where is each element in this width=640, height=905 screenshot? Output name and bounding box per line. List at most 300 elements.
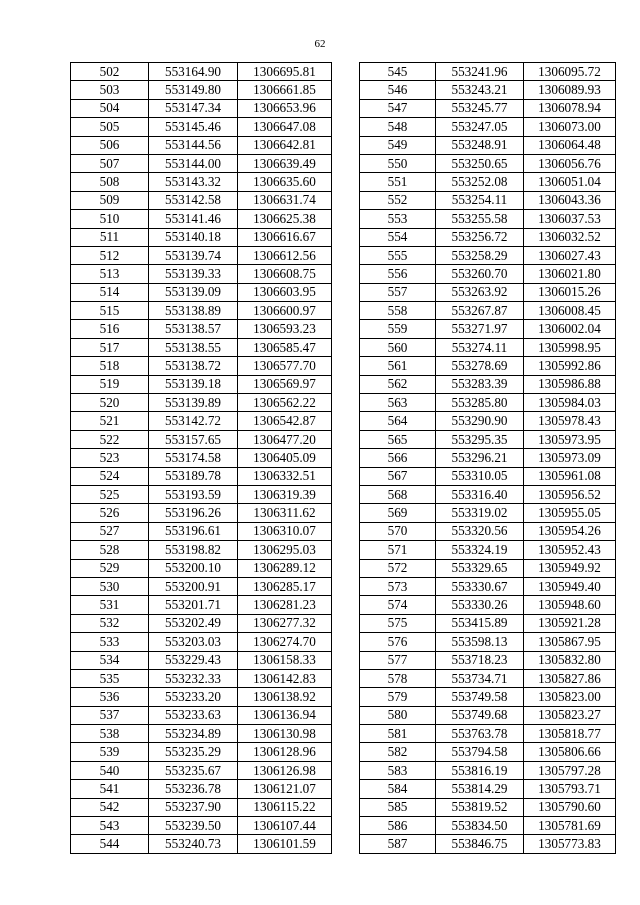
point-number-cell: 559 (360, 320, 436, 338)
x-coordinate-cell: 553718.23 (436, 651, 524, 669)
y-coordinate-cell: 1306639.49 (238, 154, 332, 172)
x-coordinate-cell: 553229.43 (149, 651, 238, 669)
table-row (71, 63, 332, 81)
point-number-cell: 542 (71, 798, 149, 816)
point-number-cell: 536 (71, 688, 149, 706)
table-row (360, 522, 616, 540)
table-row (71, 449, 332, 467)
x-coordinate-cell: 553157.65 (149, 430, 238, 448)
x-coordinate-cell: 553142.72 (149, 412, 238, 430)
table-row (360, 228, 616, 246)
point-number-cell: 585 (360, 798, 436, 816)
y-coordinate-cell: 1306603.95 (238, 283, 332, 301)
y-coordinate-cell: 1306056.76 (524, 154, 616, 172)
point-number-cell: 552 (360, 191, 436, 209)
point-number-cell: 581 (360, 725, 436, 743)
table-row (71, 504, 332, 522)
y-coordinate-cell: 1306064.48 (524, 136, 616, 154)
point-number-cell: 558 (360, 302, 436, 320)
y-coordinate-cell: 1306142.83 (238, 669, 332, 687)
table-row (71, 633, 332, 651)
y-coordinate-cell: 1305867.95 (524, 633, 616, 651)
y-coordinate-cell: 1305773.83 (524, 835, 616, 853)
y-coordinate-cell: 1306319.39 (238, 485, 332, 503)
point-number-cell: 517 (71, 338, 149, 356)
point-number-cell: 539 (71, 743, 149, 761)
table-row (360, 265, 616, 283)
point-number-cell: 577 (360, 651, 436, 669)
y-coordinate-cell: 1306585.47 (238, 338, 332, 356)
table-row (71, 577, 332, 595)
table-row (71, 228, 332, 246)
x-coordinate-cell: 553139.89 (149, 394, 238, 412)
y-coordinate-cell: 1305793.71 (524, 780, 616, 798)
y-coordinate-cell: 1306032.52 (524, 228, 616, 246)
table-row (360, 210, 616, 228)
x-coordinate-cell: 553329.65 (436, 559, 524, 577)
point-number-cell: 549 (360, 136, 436, 154)
table-row (360, 688, 616, 706)
y-coordinate-cell: 1306015.26 (524, 283, 616, 301)
table-row (360, 651, 616, 669)
y-coordinate-cell: 1306008.45 (524, 302, 616, 320)
x-coordinate-cell: 553749.58 (436, 688, 524, 706)
table-row (360, 467, 616, 485)
y-coordinate-cell: 1305978.43 (524, 412, 616, 430)
x-coordinate-cell: 553201.71 (149, 596, 238, 614)
table-row (360, 835, 616, 853)
table-row (71, 210, 332, 228)
x-coordinate-cell: 553138.57 (149, 320, 238, 338)
x-coordinate-cell: 553189.78 (149, 467, 238, 485)
x-coordinate-cell: 553330.67 (436, 577, 524, 595)
point-number-cell: 544 (71, 835, 149, 853)
y-coordinate-cell: 1306027.43 (524, 246, 616, 264)
x-coordinate-cell: 553196.61 (149, 522, 238, 540)
table-row (360, 246, 616, 264)
point-number-cell: 567 (360, 467, 436, 485)
x-coordinate-cell: 553296.21 (436, 449, 524, 467)
x-coordinate-cell: 553144.00 (149, 154, 238, 172)
table-row (360, 706, 616, 724)
table-row (71, 302, 332, 320)
x-coordinate-cell: 553139.09 (149, 283, 238, 301)
x-coordinate-cell: 553145.46 (149, 118, 238, 136)
table-row (71, 154, 332, 172)
x-coordinate-cell: 553834.50 (436, 817, 524, 835)
x-coordinate-cell: 553140.18 (149, 228, 238, 246)
x-coordinate-cell: 553241.96 (436, 63, 524, 81)
x-coordinate-cell: 553274.11 (436, 338, 524, 356)
point-number-cell: 533 (71, 633, 149, 651)
y-coordinate-cell: 1305790.60 (524, 798, 616, 816)
table-row (360, 99, 616, 117)
x-coordinate-cell: 553319.02 (436, 504, 524, 522)
y-coordinate-cell: 1305992.86 (524, 357, 616, 375)
point-number-cell: 560 (360, 338, 436, 356)
point-number-cell: 523 (71, 449, 149, 467)
table-row (71, 357, 332, 375)
point-number-cell: 512 (71, 246, 149, 264)
table-row (360, 485, 616, 503)
table-row (360, 614, 616, 632)
x-coordinate-cell: 553247.05 (436, 118, 524, 136)
point-number-cell: 580 (360, 706, 436, 724)
y-coordinate-cell: 1306158.33 (238, 651, 332, 669)
table-row (71, 467, 332, 485)
y-coordinate-cell: 1305823.27 (524, 706, 616, 724)
table-row (360, 817, 616, 835)
table-row (360, 191, 616, 209)
table-row (71, 136, 332, 154)
x-coordinate-cell: 553320.56 (436, 522, 524, 540)
x-coordinate-cell: 553239.50 (149, 817, 238, 835)
point-number-cell: 528 (71, 541, 149, 559)
point-number-cell: 562 (360, 375, 436, 393)
point-number-cell: 570 (360, 522, 436, 540)
table-row (71, 99, 332, 117)
point-number-cell: 508 (71, 173, 149, 191)
y-coordinate-cell: 1306136.94 (238, 706, 332, 724)
point-number-cell: 527 (71, 522, 149, 540)
table-row (71, 706, 332, 724)
x-coordinate-cell: 553139.74 (149, 246, 238, 264)
point-number-cell: 573 (360, 577, 436, 595)
point-number-cell: 514 (71, 283, 149, 301)
y-coordinate-cell: 1306635.60 (238, 173, 332, 191)
y-coordinate-cell: 1306332.51 (238, 467, 332, 485)
table-row (71, 81, 332, 99)
x-coordinate-cell: 553234.89 (149, 725, 238, 743)
table-row (71, 651, 332, 669)
y-coordinate-cell: 1306642.81 (238, 136, 332, 154)
point-number-cell: 524 (71, 467, 149, 485)
point-number-cell: 518 (71, 357, 149, 375)
point-number-cell: 506 (71, 136, 149, 154)
y-coordinate-cell: 1305827.86 (524, 669, 616, 687)
table-row (71, 191, 332, 209)
table-row (71, 798, 332, 816)
table-row (360, 302, 616, 320)
coordinates-table-right (359, 62, 616, 854)
table-row (360, 761, 616, 779)
point-number-cell: 582 (360, 743, 436, 761)
table-row (360, 375, 616, 393)
point-number-cell: 571 (360, 541, 436, 559)
point-number-cell: 515 (71, 302, 149, 320)
point-number-cell: 553 (360, 210, 436, 228)
table-row (71, 688, 332, 706)
x-coordinate-cell: 553285.80 (436, 394, 524, 412)
y-coordinate-cell: 1306130.98 (238, 725, 332, 743)
point-number-cell: 534 (71, 651, 149, 669)
point-number-cell: 578 (360, 669, 436, 687)
y-coordinate-cell: 1305949.40 (524, 577, 616, 595)
table-row (360, 136, 616, 154)
x-coordinate-cell: 553245.77 (436, 99, 524, 117)
y-coordinate-cell: 1305832.80 (524, 651, 616, 669)
point-number-cell: 522 (71, 430, 149, 448)
y-coordinate-cell: 1305955.05 (524, 504, 616, 522)
table-row (360, 118, 616, 136)
y-coordinate-cell: 1306138.92 (238, 688, 332, 706)
y-coordinate-cell: 1305781.69 (524, 817, 616, 835)
y-coordinate-cell: 1306043.36 (524, 191, 616, 209)
point-number-cell: 532 (71, 614, 149, 632)
x-coordinate-cell: 553203.03 (149, 633, 238, 651)
x-coordinate-cell: 553235.29 (149, 743, 238, 761)
x-coordinate-cell: 553794.58 (436, 743, 524, 761)
table-row (360, 798, 616, 816)
y-coordinate-cell: 1306653.96 (238, 99, 332, 117)
y-coordinate-cell: 1306128.96 (238, 743, 332, 761)
point-number-cell: 569 (360, 504, 436, 522)
y-coordinate-cell: 1306021.80 (524, 265, 616, 283)
y-coordinate-cell: 1305823.00 (524, 688, 616, 706)
x-coordinate-cell: 553763.78 (436, 725, 524, 743)
y-coordinate-cell: 1306542.87 (238, 412, 332, 430)
table-row (360, 81, 616, 99)
y-coordinate-cell: 1305998.95 (524, 338, 616, 356)
x-coordinate-cell: 553255.58 (436, 210, 524, 228)
point-number-cell: 543 (71, 817, 149, 835)
point-number-cell: 507 (71, 154, 149, 172)
coordinates-table-left (70, 62, 332, 854)
point-number-cell: 563 (360, 394, 436, 412)
y-coordinate-cell: 1306295.03 (238, 541, 332, 559)
y-coordinate-cell: 1306625.38 (238, 210, 332, 228)
point-number-cell: 586 (360, 817, 436, 835)
point-number-cell: 541 (71, 780, 149, 798)
table-row (71, 725, 332, 743)
y-coordinate-cell: 1306002.04 (524, 320, 616, 338)
x-coordinate-cell: 553142.58 (149, 191, 238, 209)
table-row (71, 283, 332, 301)
x-coordinate-cell: 553271.97 (436, 320, 524, 338)
point-number-cell: 530 (71, 577, 149, 595)
y-coordinate-cell: 1306289.12 (238, 559, 332, 577)
x-coordinate-cell: 553164.90 (149, 63, 238, 81)
y-coordinate-cell: 1306285.17 (238, 577, 332, 595)
x-coordinate-cell: 553149.80 (149, 81, 238, 99)
y-coordinate-cell: 1306277.32 (238, 614, 332, 632)
table-row (71, 320, 332, 338)
table-row (360, 357, 616, 375)
x-coordinate-cell: 553278.69 (436, 357, 524, 375)
x-coordinate-cell: 553814.29 (436, 780, 524, 798)
y-coordinate-cell: 1305954.26 (524, 522, 616, 540)
y-coordinate-cell: 1305986.88 (524, 375, 616, 393)
y-coordinate-cell: 1305961.08 (524, 467, 616, 485)
table-row (360, 320, 616, 338)
point-number-cell: 583 (360, 761, 436, 779)
x-coordinate-cell: 553734.71 (436, 669, 524, 687)
table-row (71, 246, 332, 264)
x-coordinate-cell: 553263.92 (436, 283, 524, 301)
y-coordinate-cell: 1306608.75 (238, 265, 332, 283)
x-coordinate-cell: 553138.89 (149, 302, 238, 320)
point-number-cell: 572 (360, 559, 436, 577)
table-row (71, 743, 332, 761)
table-row (360, 63, 616, 81)
y-coordinate-cell: 1306037.53 (524, 210, 616, 228)
x-coordinate-cell: 553198.82 (149, 541, 238, 559)
point-number-cell: 520 (71, 394, 149, 412)
x-coordinate-cell: 553143.32 (149, 173, 238, 191)
y-coordinate-cell: 1306101.59 (238, 835, 332, 853)
x-coordinate-cell: 553174.58 (149, 449, 238, 467)
point-number-cell: 513 (71, 265, 149, 283)
y-coordinate-cell: 1306631.74 (238, 191, 332, 209)
x-coordinate-cell: 553236.78 (149, 780, 238, 798)
point-number-cell: 551 (360, 173, 436, 191)
table-row (71, 522, 332, 540)
table-row (360, 633, 616, 651)
y-coordinate-cell: 1305921.28 (524, 614, 616, 632)
table-row (71, 614, 332, 632)
y-coordinate-cell: 1306569.97 (238, 375, 332, 393)
table-row (71, 541, 332, 559)
y-coordinate-cell: 1306647.08 (238, 118, 332, 136)
y-coordinate-cell: 1306073.00 (524, 118, 616, 136)
point-number-cell: 566 (360, 449, 436, 467)
point-number-cell: 565 (360, 430, 436, 448)
table-row (71, 780, 332, 798)
y-coordinate-cell: 1306562.22 (238, 394, 332, 412)
table-row (360, 541, 616, 559)
table-row (360, 430, 616, 448)
table-row (360, 283, 616, 301)
x-coordinate-cell: 553816.19 (436, 761, 524, 779)
y-coordinate-cell: 1306616.67 (238, 228, 332, 246)
x-coordinate-cell: 553138.55 (149, 338, 238, 356)
x-coordinate-cell: 553240.73 (149, 835, 238, 853)
y-coordinate-cell: 1305973.95 (524, 430, 616, 448)
x-coordinate-cell: 553233.20 (149, 688, 238, 706)
x-coordinate-cell: 553200.10 (149, 559, 238, 577)
x-coordinate-cell: 553202.49 (149, 614, 238, 632)
table-row (71, 669, 332, 687)
x-coordinate-cell: 553196.26 (149, 504, 238, 522)
x-coordinate-cell: 553200.91 (149, 577, 238, 595)
y-coordinate-cell: 1306115.22 (238, 798, 332, 816)
table-row (360, 725, 616, 743)
y-coordinate-cell: 1305818.77 (524, 725, 616, 743)
table-row (360, 173, 616, 191)
table-row (360, 780, 616, 798)
point-number-cell: 587 (360, 835, 436, 853)
table-row (360, 504, 616, 522)
table-row (360, 577, 616, 595)
x-coordinate-cell: 553248.91 (436, 136, 524, 154)
table-row (360, 559, 616, 577)
point-number-cell: 535 (71, 669, 149, 687)
x-coordinate-cell: 553316.40 (436, 485, 524, 503)
y-coordinate-cell: 1306051.04 (524, 173, 616, 191)
x-coordinate-cell: 553295.35 (436, 430, 524, 448)
table-row (360, 338, 616, 356)
x-coordinate-cell: 553193.59 (149, 485, 238, 503)
x-coordinate-cell: 553139.18 (149, 375, 238, 393)
point-number-cell: 548 (360, 118, 436, 136)
table-row (71, 817, 332, 835)
point-number-cell: 575 (360, 614, 436, 632)
page-number: 62 (314, 38, 326, 50)
point-number-cell: 561 (360, 357, 436, 375)
y-coordinate-cell: 1306310.07 (238, 522, 332, 540)
x-coordinate-cell: 553141.46 (149, 210, 238, 228)
table-row (71, 412, 332, 430)
y-coordinate-cell: 1306281.23 (238, 596, 332, 614)
table-row (71, 394, 332, 412)
point-number-cell: 509 (71, 191, 149, 209)
y-coordinate-cell: 1306095.72 (524, 63, 616, 81)
point-number-cell: 502 (71, 63, 149, 81)
point-number-cell: 540 (71, 761, 149, 779)
y-coordinate-cell: 1305949.92 (524, 559, 616, 577)
table-row (71, 430, 332, 448)
y-coordinate-cell: 1306477.20 (238, 430, 332, 448)
x-coordinate-cell: 553267.87 (436, 302, 524, 320)
point-number-cell: 505 (71, 118, 149, 136)
point-number-cell: 547 (360, 99, 436, 117)
x-coordinate-cell: 553254.11 (436, 191, 524, 209)
point-number-cell: 538 (71, 725, 149, 743)
x-coordinate-cell: 553144.56 (149, 136, 238, 154)
table-row (360, 412, 616, 430)
x-coordinate-cell: 553139.33 (149, 265, 238, 283)
point-number-cell: 531 (71, 596, 149, 614)
point-number-cell: 519 (71, 375, 149, 393)
y-coordinate-cell: 1306600.97 (238, 302, 332, 320)
y-coordinate-cell: 1306661.85 (238, 81, 332, 99)
point-number-cell: 545 (360, 63, 436, 81)
x-coordinate-cell: 553819.52 (436, 798, 524, 816)
point-number-cell: 537 (71, 706, 149, 724)
x-coordinate-cell: 553598.13 (436, 633, 524, 651)
point-number-cell: 555 (360, 246, 436, 264)
point-number-cell: 576 (360, 633, 436, 651)
y-coordinate-cell: 1306274.70 (238, 633, 332, 651)
y-coordinate-cell: 1306126.98 (238, 761, 332, 779)
y-coordinate-cell: 1306612.56 (238, 246, 332, 264)
y-coordinate-cell: 1305973.09 (524, 449, 616, 467)
table-row (360, 449, 616, 467)
point-number-cell: 546 (360, 81, 436, 99)
table-row (71, 338, 332, 356)
y-coordinate-cell: 1305984.03 (524, 394, 616, 412)
y-coordinate-cell: 1305948.60 (524, 596, 616, 614)
x-coordinate-cell: 553147.34 (149, 99, 238, 117)
x-coordinate-cell: 553310.05 (436, 467, 524, 485)
point-number-cell: 510 (71, 210, 149, 228)
y-coordinate-cell: 1305956.52 (524, 485, 616, 503)
table-row (360, 596, 616, 614)
table-row (360, 743, 616, 761)
point-number-cell: 511 (71, 228, 149, 246)
table-row (360, 394, 616, 412)
point-number-cell: 529 (71, 559, 149, 577)
x-coordinate-cell: 553233.63 (149, 706, 238, 724)
y-coordinate-cell: 1306593.23 (238, 320, 332, 338)
table-row (71, 375, 332, 393)
point-number-cell: 557 (360, 283, 436, 301)
point-number-cell: 584 (360, 780, 436, 798)
x-coordinate-cell: 553138.72 (149, 357, 238, 375)
table-row (71, 761, 332, 779)
x-coordinate-cell: 553235.67 (149, 761, 238, 779)
table-row (71, 118, 332, 136)
